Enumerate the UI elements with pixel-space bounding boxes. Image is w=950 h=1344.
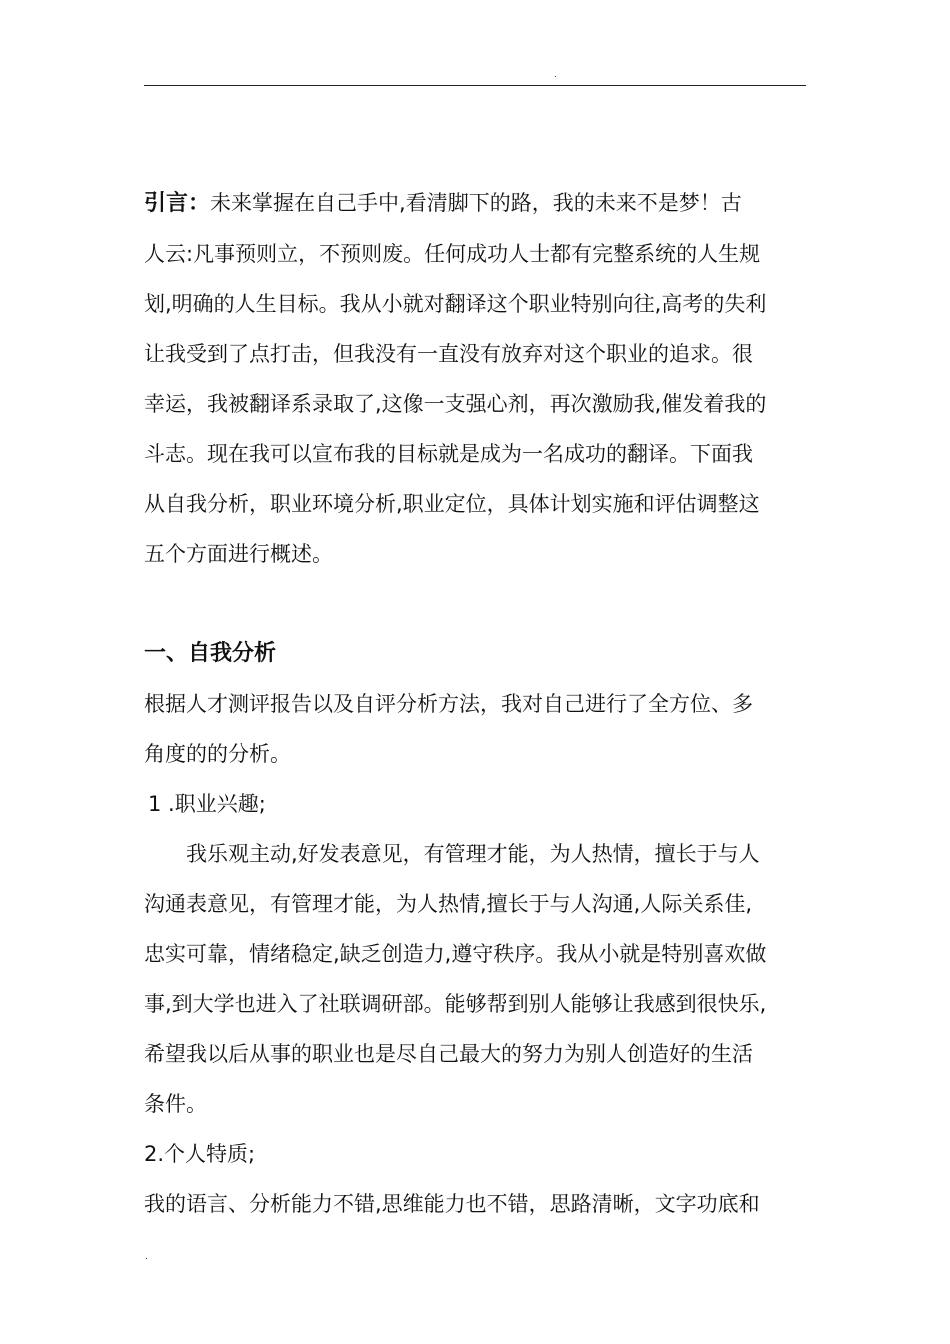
- section-heading: 一、自我分析: [144, 641, 277, 666]
- header-mark: .: [554, 70, 557, 80]
- item-title-interest: 1 .职业兴趣;: [148, 792, 266, 816]
- item2-line-1: 我的语言、分析能力不错,思维能力也不错，思路清晰，文字功底和: [144, 1192, 760, 1216]
- intro-label: 引言：: [144, 191, 211, 216]
- section-intro-line-1: 根据人才测评报告以及自评分析方法，我对自己进行了全方位、多: [144, 692, 753, 716]
- intro-line-2: 人云:凡事预则立，不预则废。任何成功人士都有完整系统的人生规: [144, 242, 761, 266]
- footer-mark: .: [145, 1252, 148, 1262]
- item1-line-2: 沟通表意见，有管理才能，为人热情,擅长于与人沟通,人际关系佳,: [144, 892, 753, 916]
- intro-line-3: 划,明确的人生目标。我从小就对翻译这个职业特别向往,高考的失利: [144, 292, 767, 316]
- section-intro-line-2: 角度的的分析。: [144, 742, 291, 766]
- intro-line-1: [144, 178, 824, 229]
- intro-text-1: 未来掌握在自己手中,看清脚下的路，我的未来不是梦！古: [210, 191, 742, 215]
- document-body: [144, 178, 824, 1229]
- item1-line-1: 我乐观主动,好发表意见，有管理才能，为人热情，擅长于与人: [186, 842, 760, 866]
- item1-line-5: 希望我以后从事的职业也是尽自己最大的努力为别人创造好的生活: [144, 1042, 753, 1066]
- intro-line-7: 从自我分析，职业环境分析,职业定位，具体计划实施和评估调整这: [144, 492, 760, 516]
- item1-line-3: 忠实可靠，情绪稳定,缺乏创造力,遵守秩序。我从小就是特别喜欢做: [144, 942, 767, 966]
- item-title-traits: 2.个人特质;: [144, 1142, 256, 1166]
- item1-line-6: 条件。: [144, 1092, 207, 1116]
- intro-line-4: 让我受到了点打击，但我没有一直没有放弃对这个职业的追求。很: [144, 342, 753, 366]
- intro-line-6: 斗志。现在我可以宣布我的目标就是成为一名成功的翻译。下面我: [144, 442, 753, 466]
- item1-line-4: 事,到大学也进入了社联调研部。能够帮到别人能够让我感到很快乐,: [144, 992, 767, 1016]
- intro-line-8: 五个方面进行概述。: [144, 542, 333, 566]
- paragraph-gap: [144, 579, 824, 629]
- header-rule: [144, 85, 806, 86]
- intro-line-5: 幸运，我被翻译系录取了,这像一支强心剂，再次激励我,催发着我的: [144, 392, 767, 416]
